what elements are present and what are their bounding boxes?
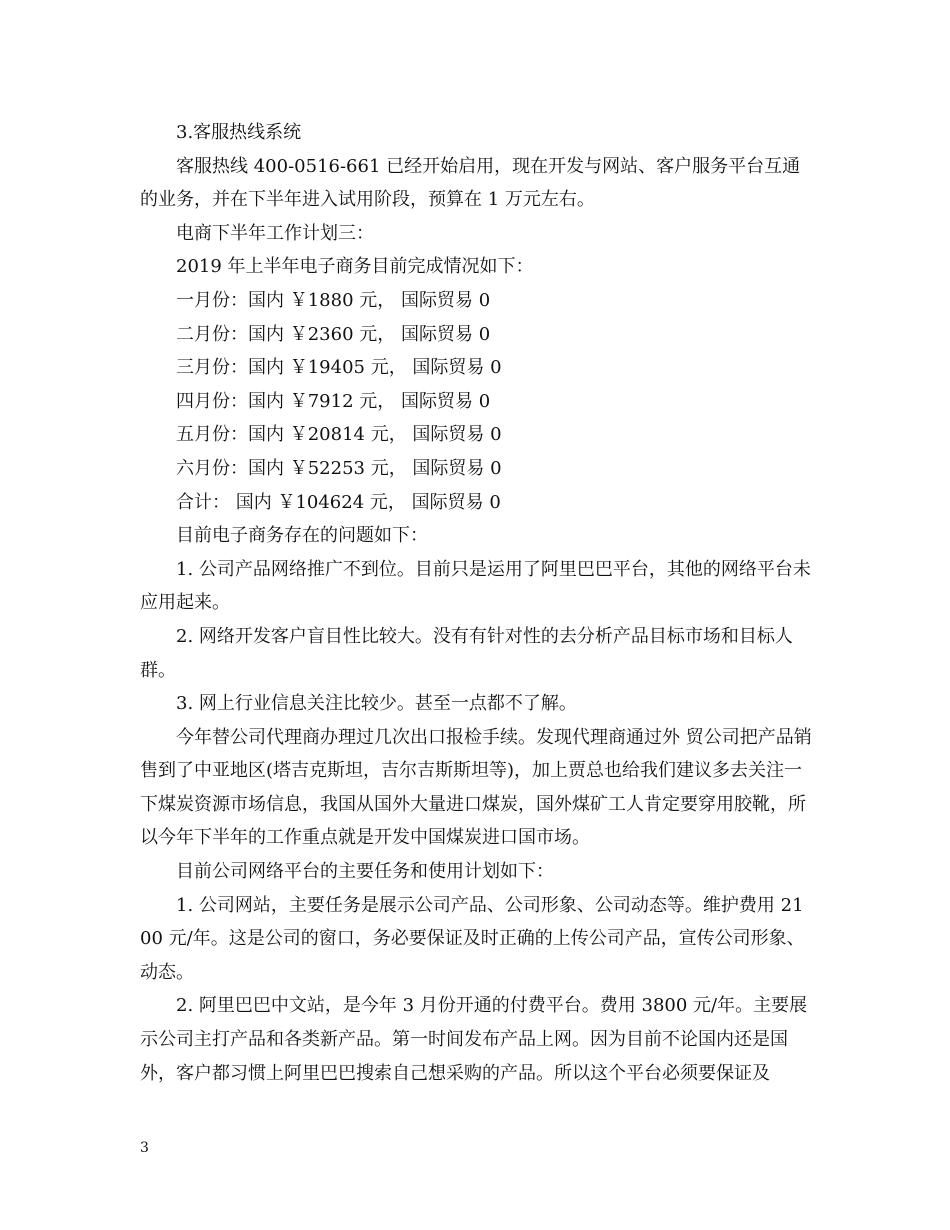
- heading-plan-three: 电商下半年工作计划三：: [176, 222, 374, 244]
- sales-line-june: 六月份：国内 ￥52253 元， 国际贸易 0: [176, 457, 502, 479]
- document-body: [140, 116, 812, 1090]
- section-heading-hotline: 3.客服热线系统: [176, 122, 302, 143]
- problems-heading: 目前电子商务存在的问题如下：: [176, 525, 428, 547]
- paragraph-market-focus: 今年替公司代理商办理过几次出口报检手续。发现代理商通过外 贸公司把产品销售到了中亚地区(塔吉克斯坦，吉尔吉斯斯坦等)，加上贾总也给我们建议多去关注一下煤炭资源市场信息，我国从国外大量进口煤炭，国外煤矿工人肯定要穿用胶靴，所以今年下半年的工作重点就是开发中国煤炭进口国市场。: [140, 726, 812, 849]
- sales-line-february: 二月份：国内 ￥2360 元， 国际贸易 0: [176, 323, 491, 345]
- sales-line-january: 一月份：国内 ￥1880 元， 国际贸易 0: [176, 289, 491, 311]
- platform-item-1: 1. 公司网站，主要任务是展示公司产品、公司形象、公司动态等。维护费用 2100 元/年。这是公司的窗口，务必要保证及时正确的上传公司产品，宣传公司形象、动态。: [140, 894, 805, 983]
- sales-line-total: 合计： 国内 ￥104624 元， 国际贸易 0: [176, 491, 501, 513]
- platform-plan-heading: 目前公司网络平台的主要任务和使用计划如下：: [176, 861, 554, 883]
- platform-item-2: 2. 阿里巴巴中文站，是今年 3 月份开通的付费平台。费用 3800 元/年。主要展示公司主打产品和各类新产品。第一时间发布产品上网。因为目前不论国内还是国外，客户都习惯上阿里巴巴搜索自己想采购的产品。所以这个平台必须要保证及: [140, 995, 808, 1084]
- page-number: 3: [140, 1140, 149, 1156]
- problem-item-2: 2. 网络开发客户盲目性比较大。没有有针对性的去分析产品目标市场和目标人群。: [140, 625, 793, 681]
- sales-line-april: 四月份：国内 ￥7912 元， 国际贸易 0: [176, 390, 491, 412]
- sales-line-may: 五月份：国内 ￥20814 元， 国际贸易 0: [176, 424, 502, 446]
- problem-item-3: 3. 网上行业信息关注比较少。甚至一点都不了解。: [176, 693, 577, 715]
- paragraph-completion-intro: 2019 年上半年电子商务目前完成情况如下：: [176, 256, 534, 278]
- paragraph-hotline: 客服热线 400-0516-661 已经开始启用，现在开发与网站、客户服务平台互通的业务，并在下半年进入试用阶段，预算在 1 万元左右。: [140, 155, 801, 211]
- problem-item-1: 1. 公司产品网络推广不到位。目前只是运用了阿里巴巴平台，其他的网络平台未应用起来。: [140, 558, 811, 614]
- sales-line-march: 三月份：国内 ￥19405 元， 国际贸易 0: [176, 357, 502, 379]
